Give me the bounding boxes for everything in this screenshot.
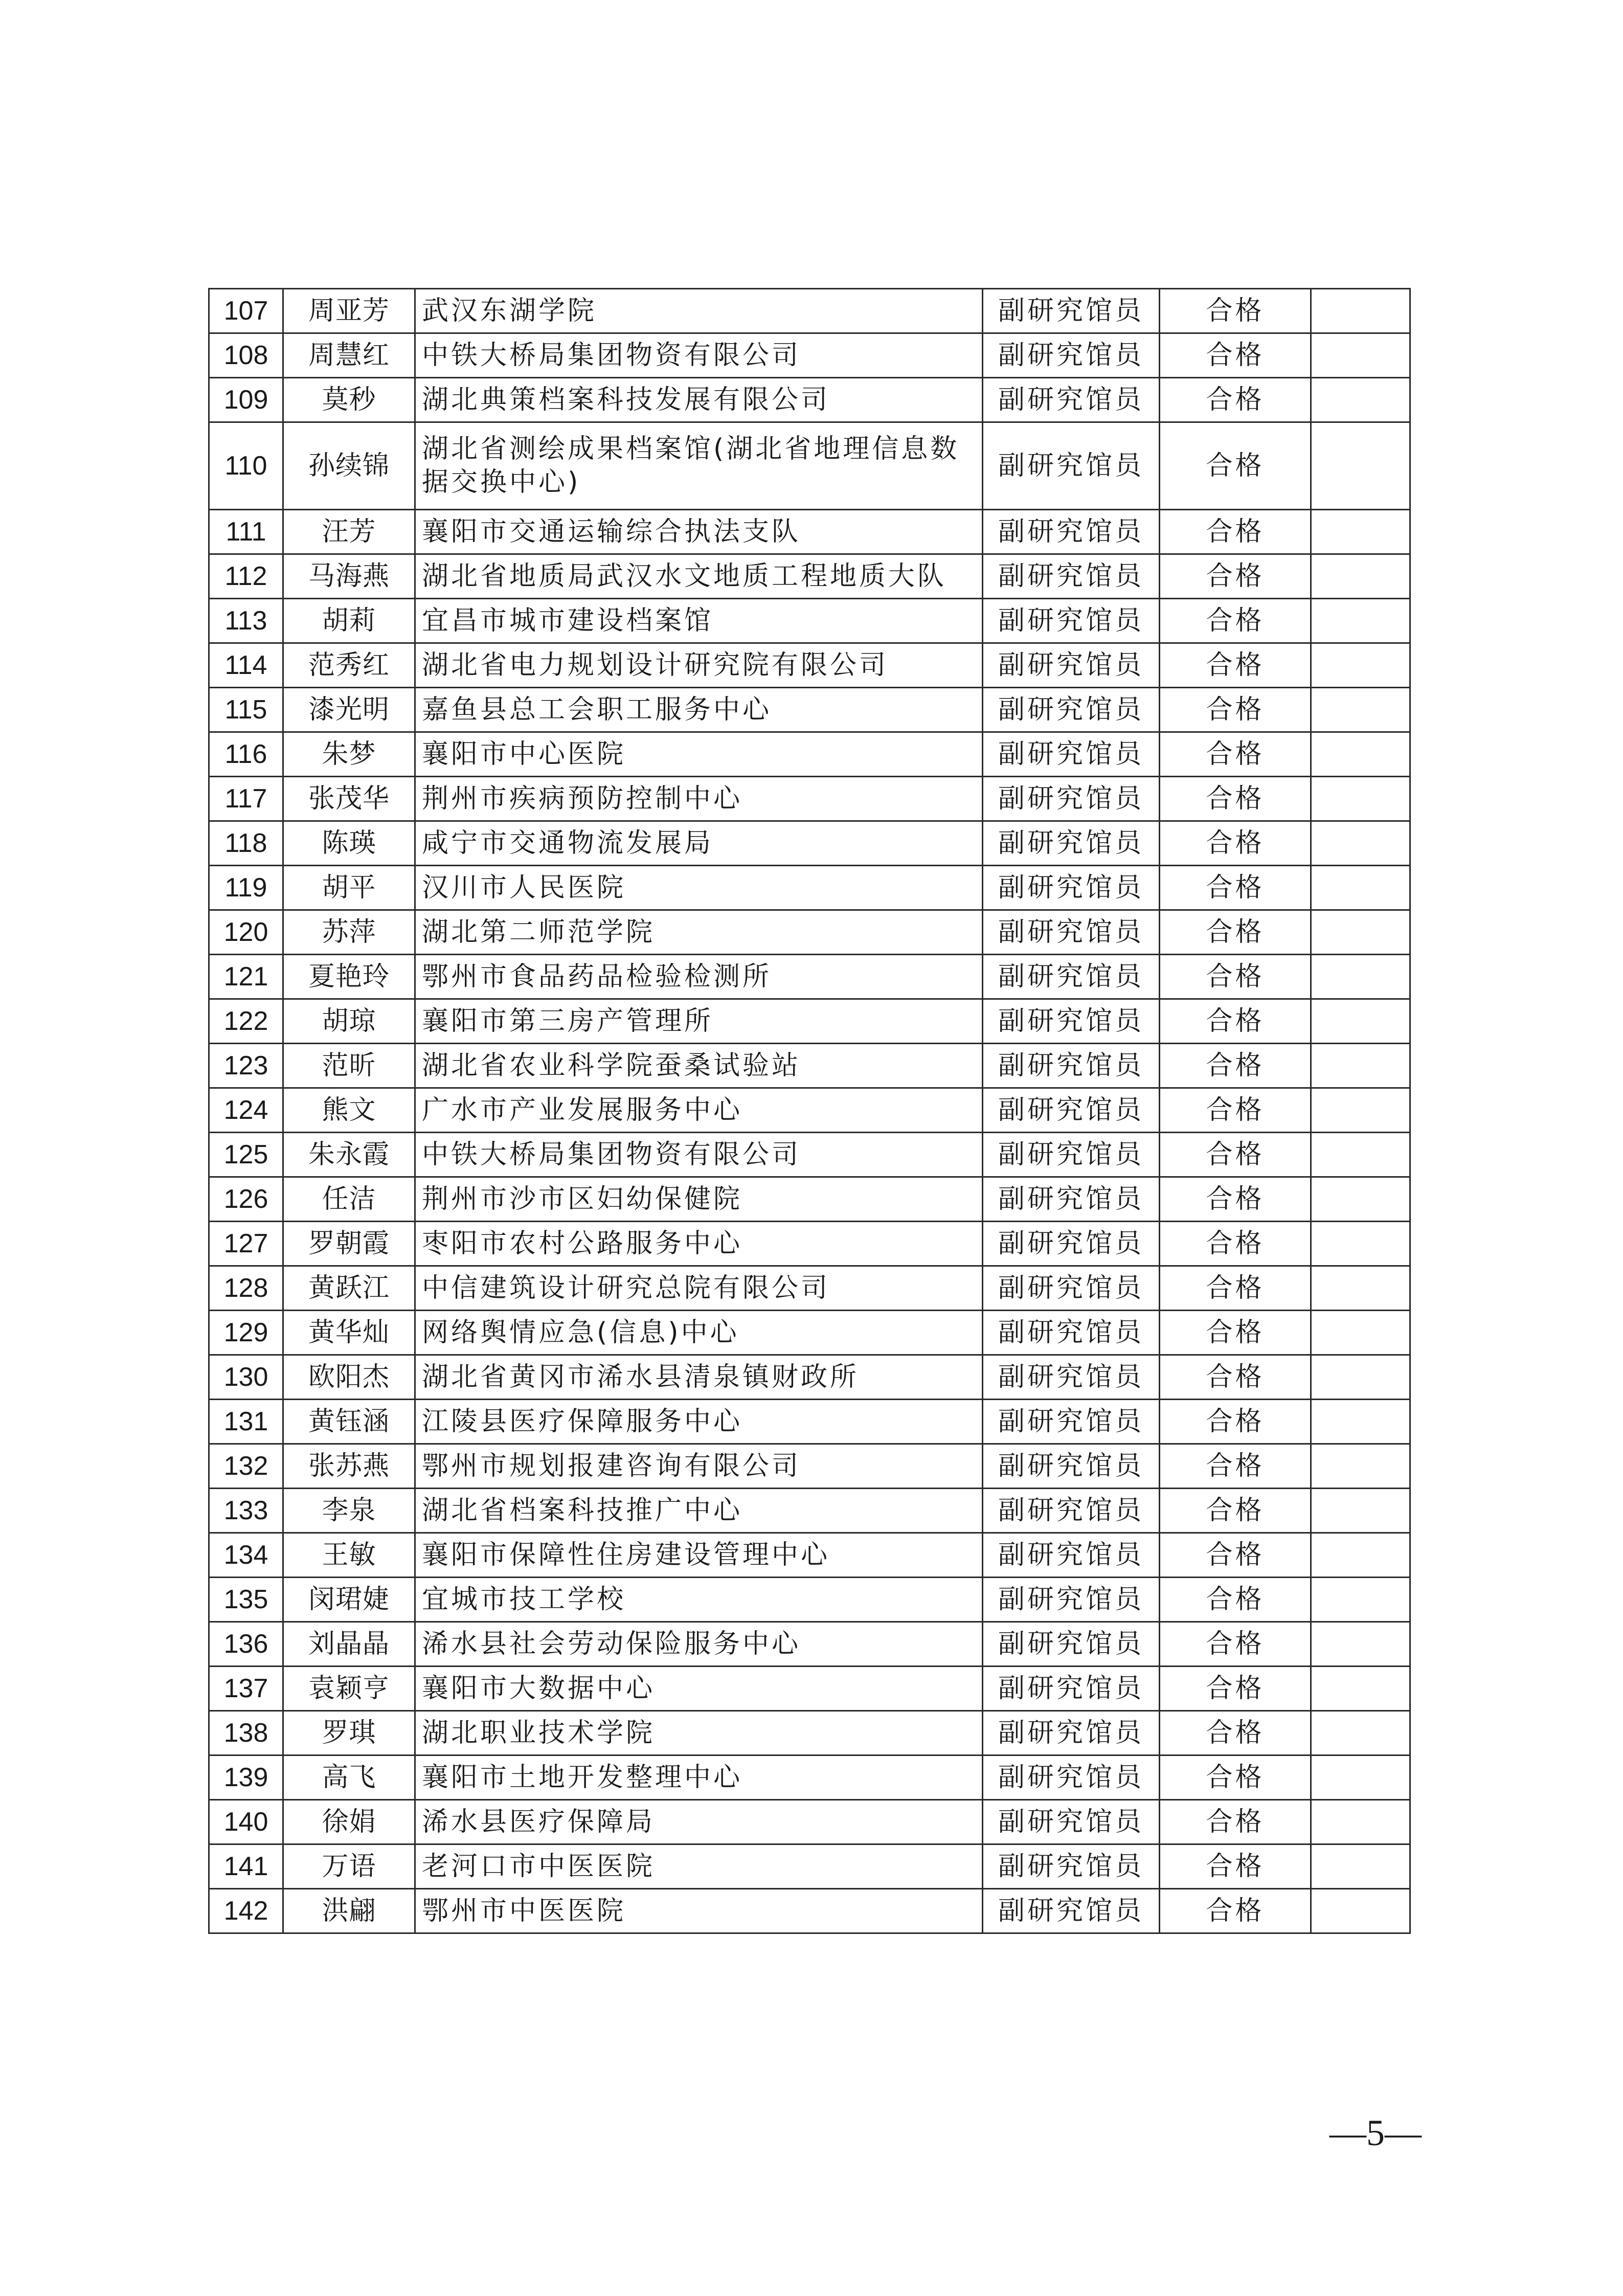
cell-number: 120: [209, 910, 283, 955]
cell-result: 合格: [1160, 289, 1311, 333]
cell-number: 114: [209, 643, 283, 688]
cell-name: 朱永霞: [283, 1133, 415, 1177]
cell-number: 118: [209, 821, 283, 866]
cell-unit: 荆州市疾病预防控制中心: [415, 777, 983, 821]
cell-name: 张苏燕: [283, 1444, 415, 1489]
table-row: [209, 554, 1410, 599]
cell-unit: 湖北省测绘成果档案馆(湖北省地理信息数据交换中心): [415, 422, 983, 510]
cell-title: 副研究馆员: [983, 1400, 1160, 1444]
cell-result: 合格: [1160, 1133, 1311, 1177]
cell-unit: 江陵县医疗保障服务中心: [415, 1400, 983, 1444]
cell-number: 115: [209, 688, 283, 732]
cell-name: 苏萍: [283, 910, 415, 955]
cell-number: 125: [209, 1133, 283, 1177]
cell-result: 合格: [1160, 1044, 1311, 1088]
cell-title: 副研究馆员: [983, 732, 1160, 777]
cell-result: 合格: [1160, 1266, 1311, 1311]
cell-number: 119: [209, 866, 283, 910]
table-body: [209, 289, 1410, 1933]
cell-note: [1311, 1800, 1410, 1844]
cell-note: [1311, 1266, 1410, 1311]
cell-name: 胡琼: [283, 999, 415, 1044]
cell-result: 合格: [1160, 1088, 1311, 1133]
table-row: [209, 510, 1410, 554]
cell-number: 140: [209, 1800, 283, 1844]
cell-name: 欧阳杰: [283, 1355, 415, 1400]
cell-title: 副研究馆员: [983, 821, 1160, 866]
cell-name: 王敏: [283, 1533, 415, 1578]
table-row: [209, 1755, 1410, 1800]
cell-title: 副研究馆员: [983, 1578, 1160, 1622]
cell-note: [1311, 1133, 1410, 1177]
table-row: [209, 1355, 1410, 1400]
cell-title: 副研究馆员: [983, 1755, 1160, 1800]
cell-name: 熊文: [283, 1088, 415, 1133]
cell-number: 108: [209, 333, 283, 378]
cell-unit: 咸宁市交通物流发展局: [415, 821, 983, 866]
cell-name: 漆光明: [283, 688, 415, 732]
table-row: [209, 1889, 1410, 1933]
cell-note: [1311, 1400, 1410, 1444]
cell-unit: 中信建筑设计研究总院有限公司: [415, 1266, 983, 1311]
cell-unit: 荆州市沙市区妇幼保健院: [415, 1177, 983, 1222]
cell-name: 徐娟: [283, 1800, 415, 1844]
cell-unit: 中铁大桥局集团物资有限公司: [415, 1133, 983, 1177]
cell-name: 袁颖亨: [283, 1667, 415, 1711]
table-row: [209, 1133, 1410, 1177]
cell-unit: 湖北省地质局武汉水文地质工程地质大队: [415, 554, 983, 599]
cell-name: 胡平: [283, 866, 415, 910]
cell-title: 副研究馆员: [983, 1889, 1160, 1933]
cell-title: 副研究馆员: [983, 1044, 1160, 1088]
cell-title: 副研究馆员: [983, 1177, 1160, 1222]
table-row: [209, 1311, 1410, 1355]
cell-note: [1311, 422, 1410, 510]
cell-note: [1311, 1444, 1410, 1489]
cell-title: 副研究馆员: [983, 1800, 1160, 1844]
table-row: [209, 1222, 1410, 1266]
cell-name: 周亚芳: [283, 289, 415, 333]
table-row: [209, 955, 1410, 999]
cell-number: 123: [209, 1044, 283, 1088]
table-row: [209, 1844, 1410, 1889]
cell-result: 合格: [1160, 1578, 1311, 1622]
cell-note: [1311, 821, 1410, 866]
cell-title: 副研究馆员: [983, 777, 1160, 821]
cell-result: 合格: [1160, 866, 1311, 910]
cell-number: 112: [209, 554, 283, 599]
cell-title: 副研究馆员: [983, 688, 1160, 732]
cell-title: 副研究馆员: [983, 1311, 1160, 1355]
cell-name: 胡莉: [283, 599, 415, 643]
table-row: [209, 1800, 1410, 1844]
cell-name: 黄跃江: [283, 1266, 415, 1311]
cell-name: 莫秒: [283, 378, 415, 422]
cell-note: [1311, 599, 1410, 643]
cell-name: 李泉: [283, 1489, 415, 1533]
table-row: [209, 1711, 1410, 1755]
cell-title: 副研究馆员: [983, 422, 1160, 510]
cell-number: 138: [209, 1711, 283, 1755]
cell-result: 合格: [1160, 1222, 1311, 1266]
cell-unit: 湖北省农业科学院蚕桑试验站: [415, 1044, 983, 1088]
cell-result: 合格: [1160, 378, 1311, 422]
cell-title: 副研究馆员: [983, 333, 1160, 378]
cell-note: [1311, 955, 1410, 999]
cell-unit: 浠水县社会劳动保险服务中心: [415, 1622, 983, 1667]
cell-title: 副研究馆员: [983, 1667, 1160, 1711]
cell-name: 范昕: [283, 1044, 415, 1088]
cell-name: 朱梦: [283, 732, 415, 777]
cell-name: 黄钰涵: [283, 1400, 415, 1444]
cell-result: 合格: [1160, 1711, 1311, 1755]
table-row: [209, 1088, 1410, 1133]
cell-note: [1311, 1578, 1410, 1622]
page-number: —5—: [1329, 2112, 1422, 2153]
qualification-table: [208, 288, 1411, 1934]
cell-unit: 枣阳市农村公路服务中心: [415, 1222, 983, 1266]
cell-unit: 湖北典策档案科技发展有限公司: [415, 378, 983, 422]
cell-number: 135: [209, 1578, 283, 1622]
cell-name: 马海燕: [283, 554, 415, 599]
cell-result: 合格: [1160, 1311, 1311, 1355]
table-row: [209, 1489, 1410, 1533]
cell-result: 合格: [1160, 1755, 1311, 1800]
cell-title: 副研究馆员: [983, 910, 1160, 955]
cell-title: 副研究馆员: [983, 1844, 1160, 1889]
cell-unit: 武汉东湖学院: [415, 289, 983, 333]
cell-title: 副研究馆员: [983, 1133, 1160, 1177]
table-row: [209, 1400, 1410, 1444]
table-row: [209, 378, 1410, 422]
cell-result: 合格: [1160, 599, 1311, 643]
cell-title: 副研究馆员: [983, 510, 1160, 554]
table-row: [209, 688, 1410, 732]
cell-result: 合格: [1160, 999, 1311, 1044]
cell-name: 罗朝霞: [283, 1222, 415, 1266]
cell-name: 范秀红: [283, 643, 415, 688]
cell-name: 高飞: [283, 1755, 415, 1800]
table-row: [209, 777, 1410, 821]
cell-result: 合格: [1160, 1667, 1311, 1711]
cell-note: [1311, 1533, 1410, 1578]
cell-number: 128: [209, 1266, 283, 1311]
cell-unit: 襄阳市中心医院: [415, 732, 983, 777]
cell-result: 合格: [1160, 910, 1311, 955]
cell-unit: 襄阳市大数据中心: [415, 1667, 983, 1711]
cell-note: [1311, 688, 1410, 732]
table-row: [209, 643, 1410, 688]
cell-note: [1311, 1355, 1410, 1400]
cell-number: 117: [209, 777, 283, 821]
cell-unit: 汉川市人民医院: [415, 866, 983, 910]
cell-result: 合格: [1160, 821, 1311, 866]
cell-unit: 鄂州市中医医院: [415, 1889, 983, 1933]
table-row: [209, 1533, 1410, 1578]
cell-note: [1311, 1667, 1410, 1711]
cell-unit: 浠水县医疗保障局: [415, 1800, 983, 1844]
cell-unit: 宜城市技工学校: [415, 1578, 983, 1622]
cell-note: [1311, 378, 1410, 422]
cell-unit: 湖北第二师范学院: [415, 910, 983, 955]
cell-note: [1311, 1711, 1410, 1755]
cell-result: 合格: [1160, 1622, 1311, 1667]
cell-note: [1311, 289, 1410, 333]
cell-title: 副研究馆员: [983, 955, 1160, 999]
cell-number: 111: [209, 510, 283, 554]
cell-result: 合格: [1160, 1177, 1311, 1222]
cell-name: 周慧红: [283, 333, 415, 378]
table-row: [209, 599, 1410, 643]
cell-unit: 网络舆情应急(信息)中心: [415, 1311, 983, 1355]
cell-unit: 湖北职业技术学院: [415, 1711, 983, 1755]
cell-title: 副研究馆员: [983, 378, 1160, 422]
cell-unit: 广水市产业发展服务中心: [415, 1088, 983, 1133]
cell-result: 合格: [1160, 510, 1311, 554]
cell-number: 136: [209, 1622, 283, 1667]
cell-note: [1311, 1222, 1410, 1266]
cell-result: 合格: [1160, 732, 1311, 777]
cell-note: [1311, 643, 1410, 688]
cell-name: 汪芳: [283, 510, 415, 554]
cell-note: [1311, 554, 1410, 599]
cell-note: [1311, 333, 1410, 378]
cell-number: 130: [209, 1355, 283, 1400]
table-row: [209, 1578, 1410, 1622]
cell-result: 合格: [1160, 1889, 1311, 1933]
cell-title: 副研究馆员: [983, 554, 1160, 599]
cell-title: 副研究馆员: [983, 643, 1160, 688]
cell-name: 万语: [283, 1844, 415, 1889]
cell-title: 副研究馆员: [983, 1533, 1160, 1578]
cell-note: [1311, 1311, 1410, 1355]
cell-result: 合格: [1160, 955, 1311, 999]
cell-result: 合格: [1160, 1444, 1311, 1489]
cell-number: 122: [209, 999, 283, 1044]
table-row: [209, 866, 1410, 910]
cell-unit: 鄂州市规划报建咨询有限公司: [415, 1444, 983, 1489]
table-row: [209, 1266, 1410, 1311]
cell-title: 副研究馆员: [983, 1711, 1160, 1755]
cell-title: 副研究馆员: [983, 1222, 1160, 1266]
table-row: [209, 821, 1410, 866]
table-row: [209, 910, 1410, 955]
cell-note: [1311, 866, 1410, 910]
cell-note: [1311, 910, 1410, 955]
cell-number: 113: [209, 599, 283, 643]
cell-result: 合格: [1160, 422, 1311, 510]
cell-number: 124: [209, 1088, 283, 1133]
cell-note: [1311, 1622, 1410, 1667]
cell-number: 139: [209, 1755, 283, 1800]
table-row: [209, 1177, 1410, 1222]
cell-note: [1311, 777, 1410, 821]
cell-number: 137: [209, 1667, 283, 1711]
table-row: [209, 732, 1410, 777]
cell-note: [1311, 1044, 1410, 1088]
table-row: [209, 422, 1410, 510]
table-row: [209, 1444, 1410, 1489]
cell-unit: 老河口市中医医院: [415, 1844, 983, 1889]
cell-unit: 宜昌市城市建设档案馆: [415, 599, 983, 643]
cell-note: [1311, 1844, 1410, 1889]
cell-note: [1311, 1177, 1410, 1222]
table-row: [209, 999, 1410, 1044]
cell-unit: 襄阳市交通运输综合执法支队: [415, 510, 983, 554]
cell-number: 141: [209, 1844, 283, 1889]
table-row: [209, 1044, 1410, 1088]
cell-title: 副研究馆员: [983, 1088, 1160, 1133]
cell-number: 126: [209, 1177, 283, 1222]
cell-note: [1311, 1489, 1410, 1533]
cell-title: 副研究馆员: [983, 1266, 1160, 1311]
cell-result: 合格: [1160, 1400, 1311, 1444]
cell-note: [1311, 732, 1410, 777]
cell-result: 合格: [1160, 1489, 1311, 1533]
table-row: [209, 1667, 1410, 1711]
cell-name: 任洁: [283, 1177, 415, 1222]
cell-result: 合格: [1160, 1533, 1311, 1578]
cell-title: 副研究馆员: [983, 1444, 1160, 1489]
cell-title: 副研究馆员: [983, 866, 1160, 910]
cell-title: 副研究馆员: [983, 1355, 1160, 1400]
cell-result: 合格: [1160, 688, 1311, 732]
cell-unit: 襄阳市保障性住房建设管理中心: [415, 1533, 983, 1578]
cell-title: 副研究馆员: [983, 599, 1160, 643]
cell-name: 闵珺婕: [283, 1578, 415, 1622]
cell-unit: 湖北省档案科技推广中心: [415, 1489, 983, 1533]
cell-number: 142: [209, 1889, 283, 1933]
cell-result: 合格: [1160, 554, 1311, 599]
cell-note: [1311, 1088, 1410, 1133]
cell-result: 合格: [1160, 1844, 1311, 1889]
cell-title: 副研究馆员: [983, 1622, 1160, 1667]
cell-result: 合格: [1160, 643, 1311, 688]
table-row: [209, 289, 1410, 333]
cell-name: 刘晶晶: [283, 1622, 415, 1667]
cell-name: 陈瑛: [283, 821, 415, 866]
cell-name: 张茂华: [283, 777, 415, 821]
cell-unit: 湖北省黄冈市浠水县清泉镇财政所: [415, 1355, 983, 1400]
cell-unit: 中铁大桥局集团物资有限公司: [415, 333, 983, 378]
cell-name: 洪翩: [283, 1889, 415, 1933]
cell-title: 副研究馆员: [983, 289, 1160, 333]
cell-number: 107: [209, 289, 283, 333]
cell-note: [1311, 1889, 1410, 1933]
cell-title: 副研究馆员: [983, 1489, 1160, 1533]
cell-number: 133: [209, 1489, 283, 1533]
cell-unit: 鄂州市食品药品检验检测所: [415, 955, 983, 999]
cell-unit: 湖北省电力规划设计研究院有限公司: [415, 643, 983, 688]
cell-note: [1311, 510, 1410, 554]
cell-number: 131: [209, 1400, 283, 1444]
table-row: [209, 1622, 1410, 1667]
cell-result: 合格: [1160, 333, 1311, 378]
table-row: [209, 333, 1410, 378]
cell-number: 134: [209, 1533, 283, 1578]
cell-unit: 嘉鱼县总工会职工服务中心: [415, 688, 983, 732]
cell-number: 132: [209, 1444, 283, 1489]
cell-number: 121: [209, 955, 283, 999]
cell-number: 129: [209, 1311, 283, 1355]
cell-name: 孙续锦: [283, 422, 415, 510]
cell-number: 110: [209, 422, 283, 510]
cell-name: 黄华灿: [283, 1311, 415, 1355]
cell-result: 合格: [1160, 777, 1311, 821]
cell-unit: 襄阳市第三房产管理所: [415, 999, 983, 1044]
cell-number: 109: [209, 378, 283, 422]
cell-result: 合格: [1160, 1800, 1311, 1844]
cell-result: 合格: [1160, 1355, 1311, 1400]
cell-number: 116: [209, 732, 283, 777]
cell-note: [1311, 1755, 1410, 1800]
cell-unit: 襄阳市土地开发整理中心: [415, 1755, 983, 1800]
cell-name: 罗琪: [283, 1711, 415, 1755]
cell-title: 副研究馆员: [983, 999, 1160, 1044]
cell-number: 127: [209, 1222, 283, 1266]
cell-name: 夏艳玲: [283, 955, 415, 999]
cell-note: [1311, 999, 1410, 1044]
